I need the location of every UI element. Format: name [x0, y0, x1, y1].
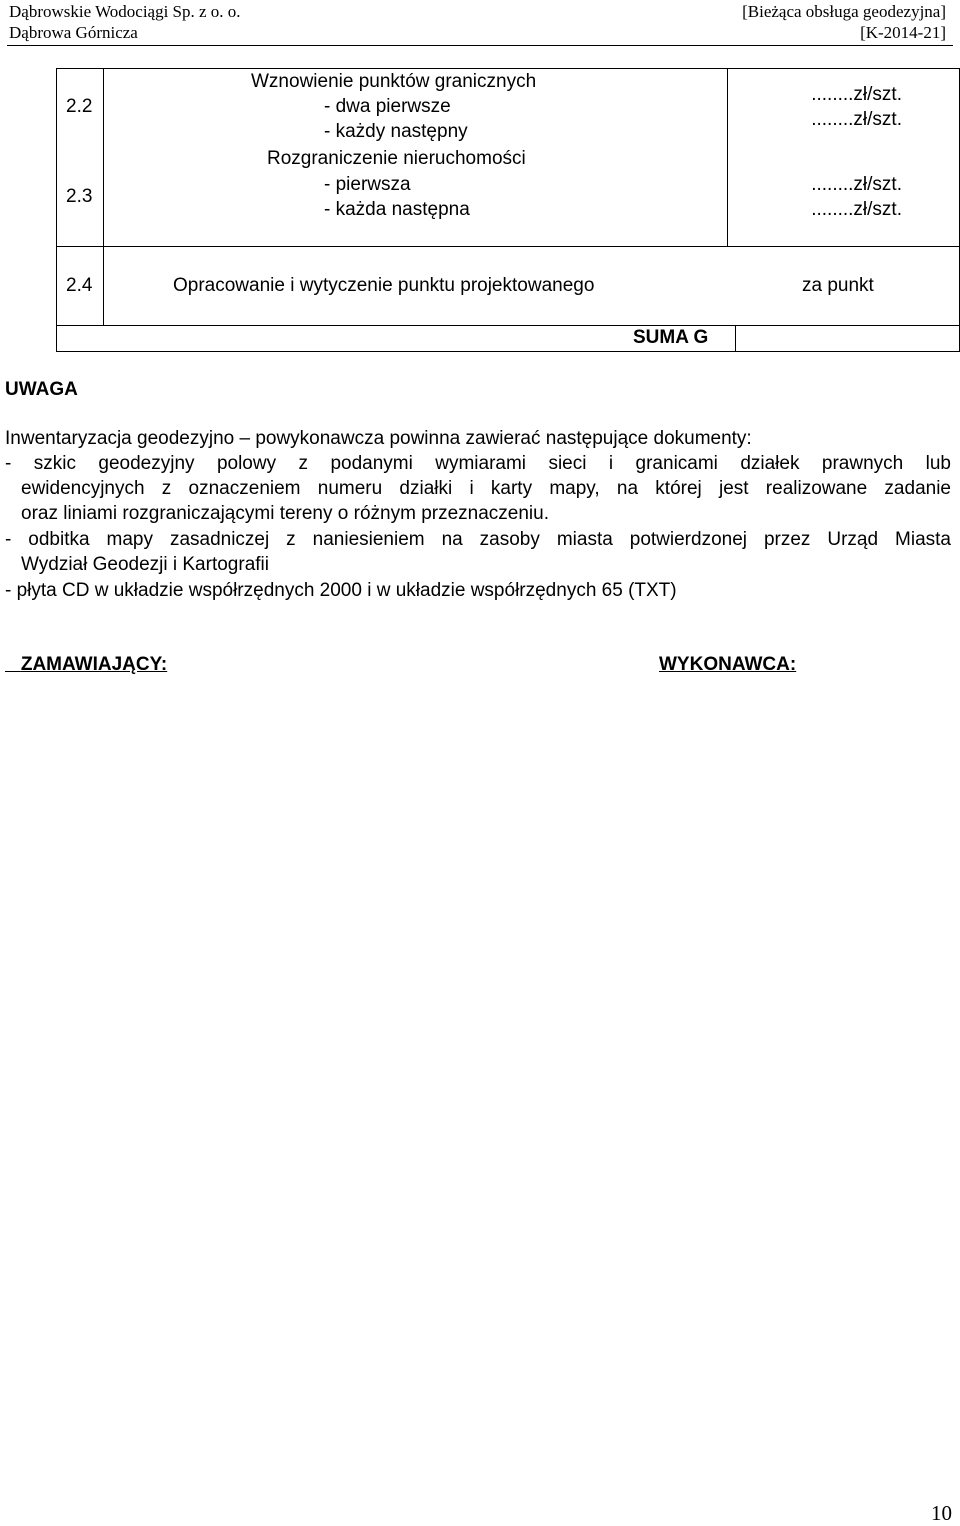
note-heading: UWAGA — [5, 379, 78, 400]
note-item-line: - płyta CD w układzie współrzędnych 2000 i w układzie współrzędnych 65 (TXT) — [5, 580, 677, 601]
sum-label: SUMA G — [633, 327, 709, 348]
header-code: [K-2014-21] — [860, 23, 946, 42]
row-subitem: - pierwsza — [324, 174, 411, 195]
note-item-line: Wydział Geodezji i Kartografii — [21, 554, 269, 575]
header-divider — [7, 45, 953, 46]
client-signature-label — [5, 654, 167, 676]
row-title: Opracowanie i wytyczenie punktu projektowanego — [173, 275, 595, 296]
row-subitem: - każdy następny — [324, 121, 468, 142]
row-number: 2.3 — [66, 186, 93, 207]
table-col-divider — [735, 325, 736, 352]
row-unit: za punkt — [802, 275, 874, 296]
row-price: ........zł/szt. — [811, 174, 902, 195]
table-border-left — [56, 68, 57, 352]
header-company: Dąbrowskie Wodociągi Sp. z o. o. — [9, 2, 241, 21]
note-intro: Inwentaryzacja geodezyjno – powykonawcza powinna zawierać następujące dokumenty: — [5, 428, 752, 449]
note-item-line: - szkic geodezyjny polowy z podanymi wymiarami sieci i granicami działek prawnych lub — [5, 453, 951, 474]
client-signature-text: ZAMAWIAJĄCY: — [20, 654, 168, 675]
row-subitem: - dwa pierwsze — [324, 96, 451, 117]
note-item-line: oraz liniami rozgraniczającymi tereny o różnym przeznaczeniu. — [21, 503, 549, 524]
note-item-line: ewidencyjnych z oznaczeniem numeru działki i karty mapy, na której jest realizowane zadanie — [21, 478, 951, 499]
header-city: Dąbrowa Górnicza — [9, 23, 138, 42]
table-border-bottom — [56, 351, 960, 352]
table-border-row — [56, 246, 960, 247]
header-subject: [Bieżąca obsługa geodezyjna] — [742, 2, 946, 21]
row-title: Rozgraniczenie nieruchomości — [267, 148, 526, 169]
row-price: ........zł/szt. — [811, 199, 902, 220]
row-subitem: - każda następna — [324, 199, 470, 220]
table-col-divider — [103, 68, 104, 326]
table-border-top — [56, 68, 960, 69]
row-number: 2.2 — [66, 96, 93, 117]
table-col-divider — [727, 68, 728, 246]
row-price: ........zł/szt. — [811, 84, 902, 105]
contractor-signature-label: WYKONAWCA: — [659, 654, 797, 675]
note-item-line: - odbitka mapy zasadniczej z naniesieniem na zasoby miasta potwierdzonej przez Urząd Miasta — [5, 529, 951, 550]
row-number: 2.4 — [66, 275, 93, 296]
row-price: ........zł/szt. — [811, 109, 902, 130]
page-number: 10 — [931, 1501, 952, 1525]
row-title: Wznowienie punktów granicznych — [251, 71, 537, 92]
table-border-row — [56, 325, 960, 326]
